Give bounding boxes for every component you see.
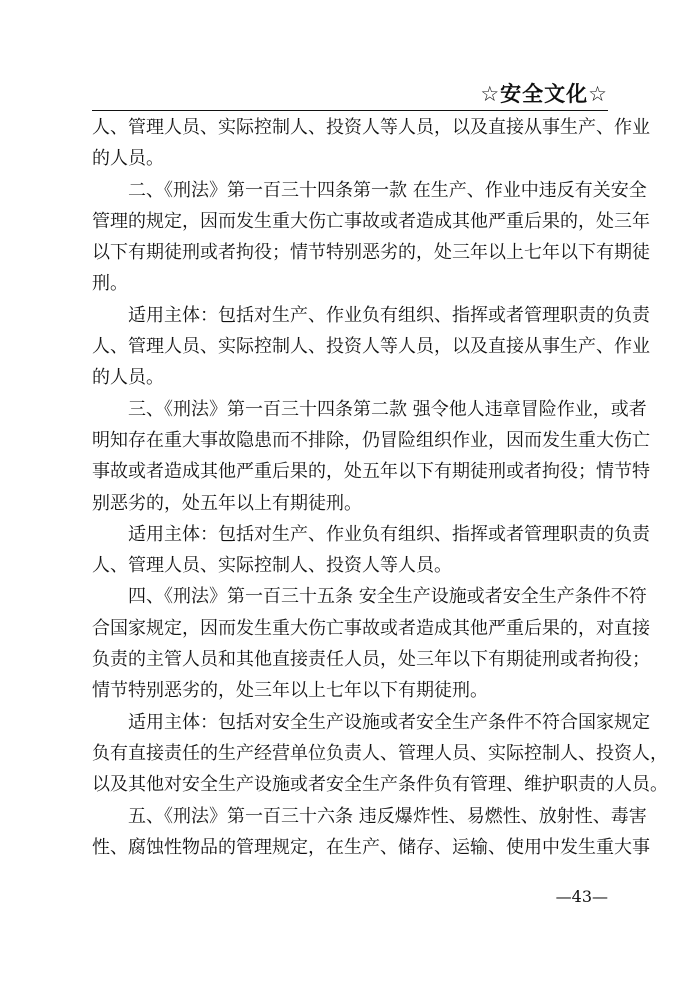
text-line: 合国家规定，因而发生重大伤亡事故或者造成其他严重后果的，对直接 bbox=[92, 617, 650, 639]
text-line: 明知存在重大事故隐患而不排除，仍冒险组织作业，因而发生重大伤亡 bbox=[92, 429, 650, 451]
text-line: 的人员。 bbox=[92, 148, 164, 170]
text-line: 三、《刑法》第一百三十四条第二款 强令他人违章冒险作业，或者 bbox=[128, 398, 647, 420]
text-line: 四、《刑法》第一百三十五条 安全生产设施或者安全生产条件不符 bbox=[128, 586, 647, 608]
text-line: 适用主体：包括对安全生产设施或者安全生产条件不符合国家规定 bbox=[128, 711, 650, 733]
header-divider bbox=[92, 110, 608, 111]
body-text bbox=[92, 112, 668, 863]
text-line: 情节特别恶劣的，处三年以上七年以下有期徒刑。 bbox=[92, 680, 488, 702]
text-line: 管理的规定，因而发生重大伤亡事故或者造成其他严重后果的，处三年 bbox=[92, 210, 650, 232]
text-line: 人、管理人员、实际控制人、投资人等人员，以及直接从事生产、作业 bbox=[92, 117, 650, 138]
text-line: 适用主体：包括对生产、作业负有组织、指挥或者管理职责的负责 bbox=[128, 523, 650, 545]
text-line: 负有直接责任的生产经营单位负责人、管理人员、实际控制人、投资人， bbox=[92, 742, 668, 764]
page-header-title: ☆安全文化☆ bbox=[480, 82, 608, 106]
text-line: 人、管理人员、实际控制人、投资人等人员。 bbox=[92, 555, 452, 577]
text-line: 二、《刑法》第一百三十四条第一款 在生产、作业中违反有关安全 bbox=[128, 179, 647, 201]
text-line: 人、管理人员、实际控制人、投资人等人员，以及直接从事生产、作业 bbox=[92, 336, 650, 358]
text-line: 别恶劣的，处五年以上有期徒刑。 bbox=[92, 492, 362, 514]
page-number: —43— bbox=[555, 887, 608, 906]
text-line: 五、《刑法》第一百三十六条 违反爆炸性、易燃性、放射性、毒害 bbox=[128, 805, 647, 827]
text-line: 以及其他对安全生产设施或者安全生产条件负有管理、维护职责的人员。 bbox=[92, 774, 668, 796]
text-line: 的人员。 bbox=[92, 367, 164, 389]
text-line: 适用主体：包括对生产、作业负有组织、指挥或者管理职责的负责 bbox=[128, 304, 650, 326]
text-line: 事故或者造成其他严重后果的，处五年以下有期徒刑或者拘役；情节特 bbox=[92, 461, 650, 483]
text-line: 刑。 bbox=[92, 273, 128, 295]
text-line: 负责的主管人员和其他直接责任人员，处三年以下有期徒刑或者拘役； bbox=[92, 649, 650, 671]
text-line: 性、腐蚀性物品的管理规定，在生产、储存、运输、使用中发生重大事 bbox=[92, 836, 650, 858]
text-line: 以下有期徒刑或者拘役；情节特别恶劣的，处三年以上七年以下有期徒 bbox=[92, 242, 650, 264]
